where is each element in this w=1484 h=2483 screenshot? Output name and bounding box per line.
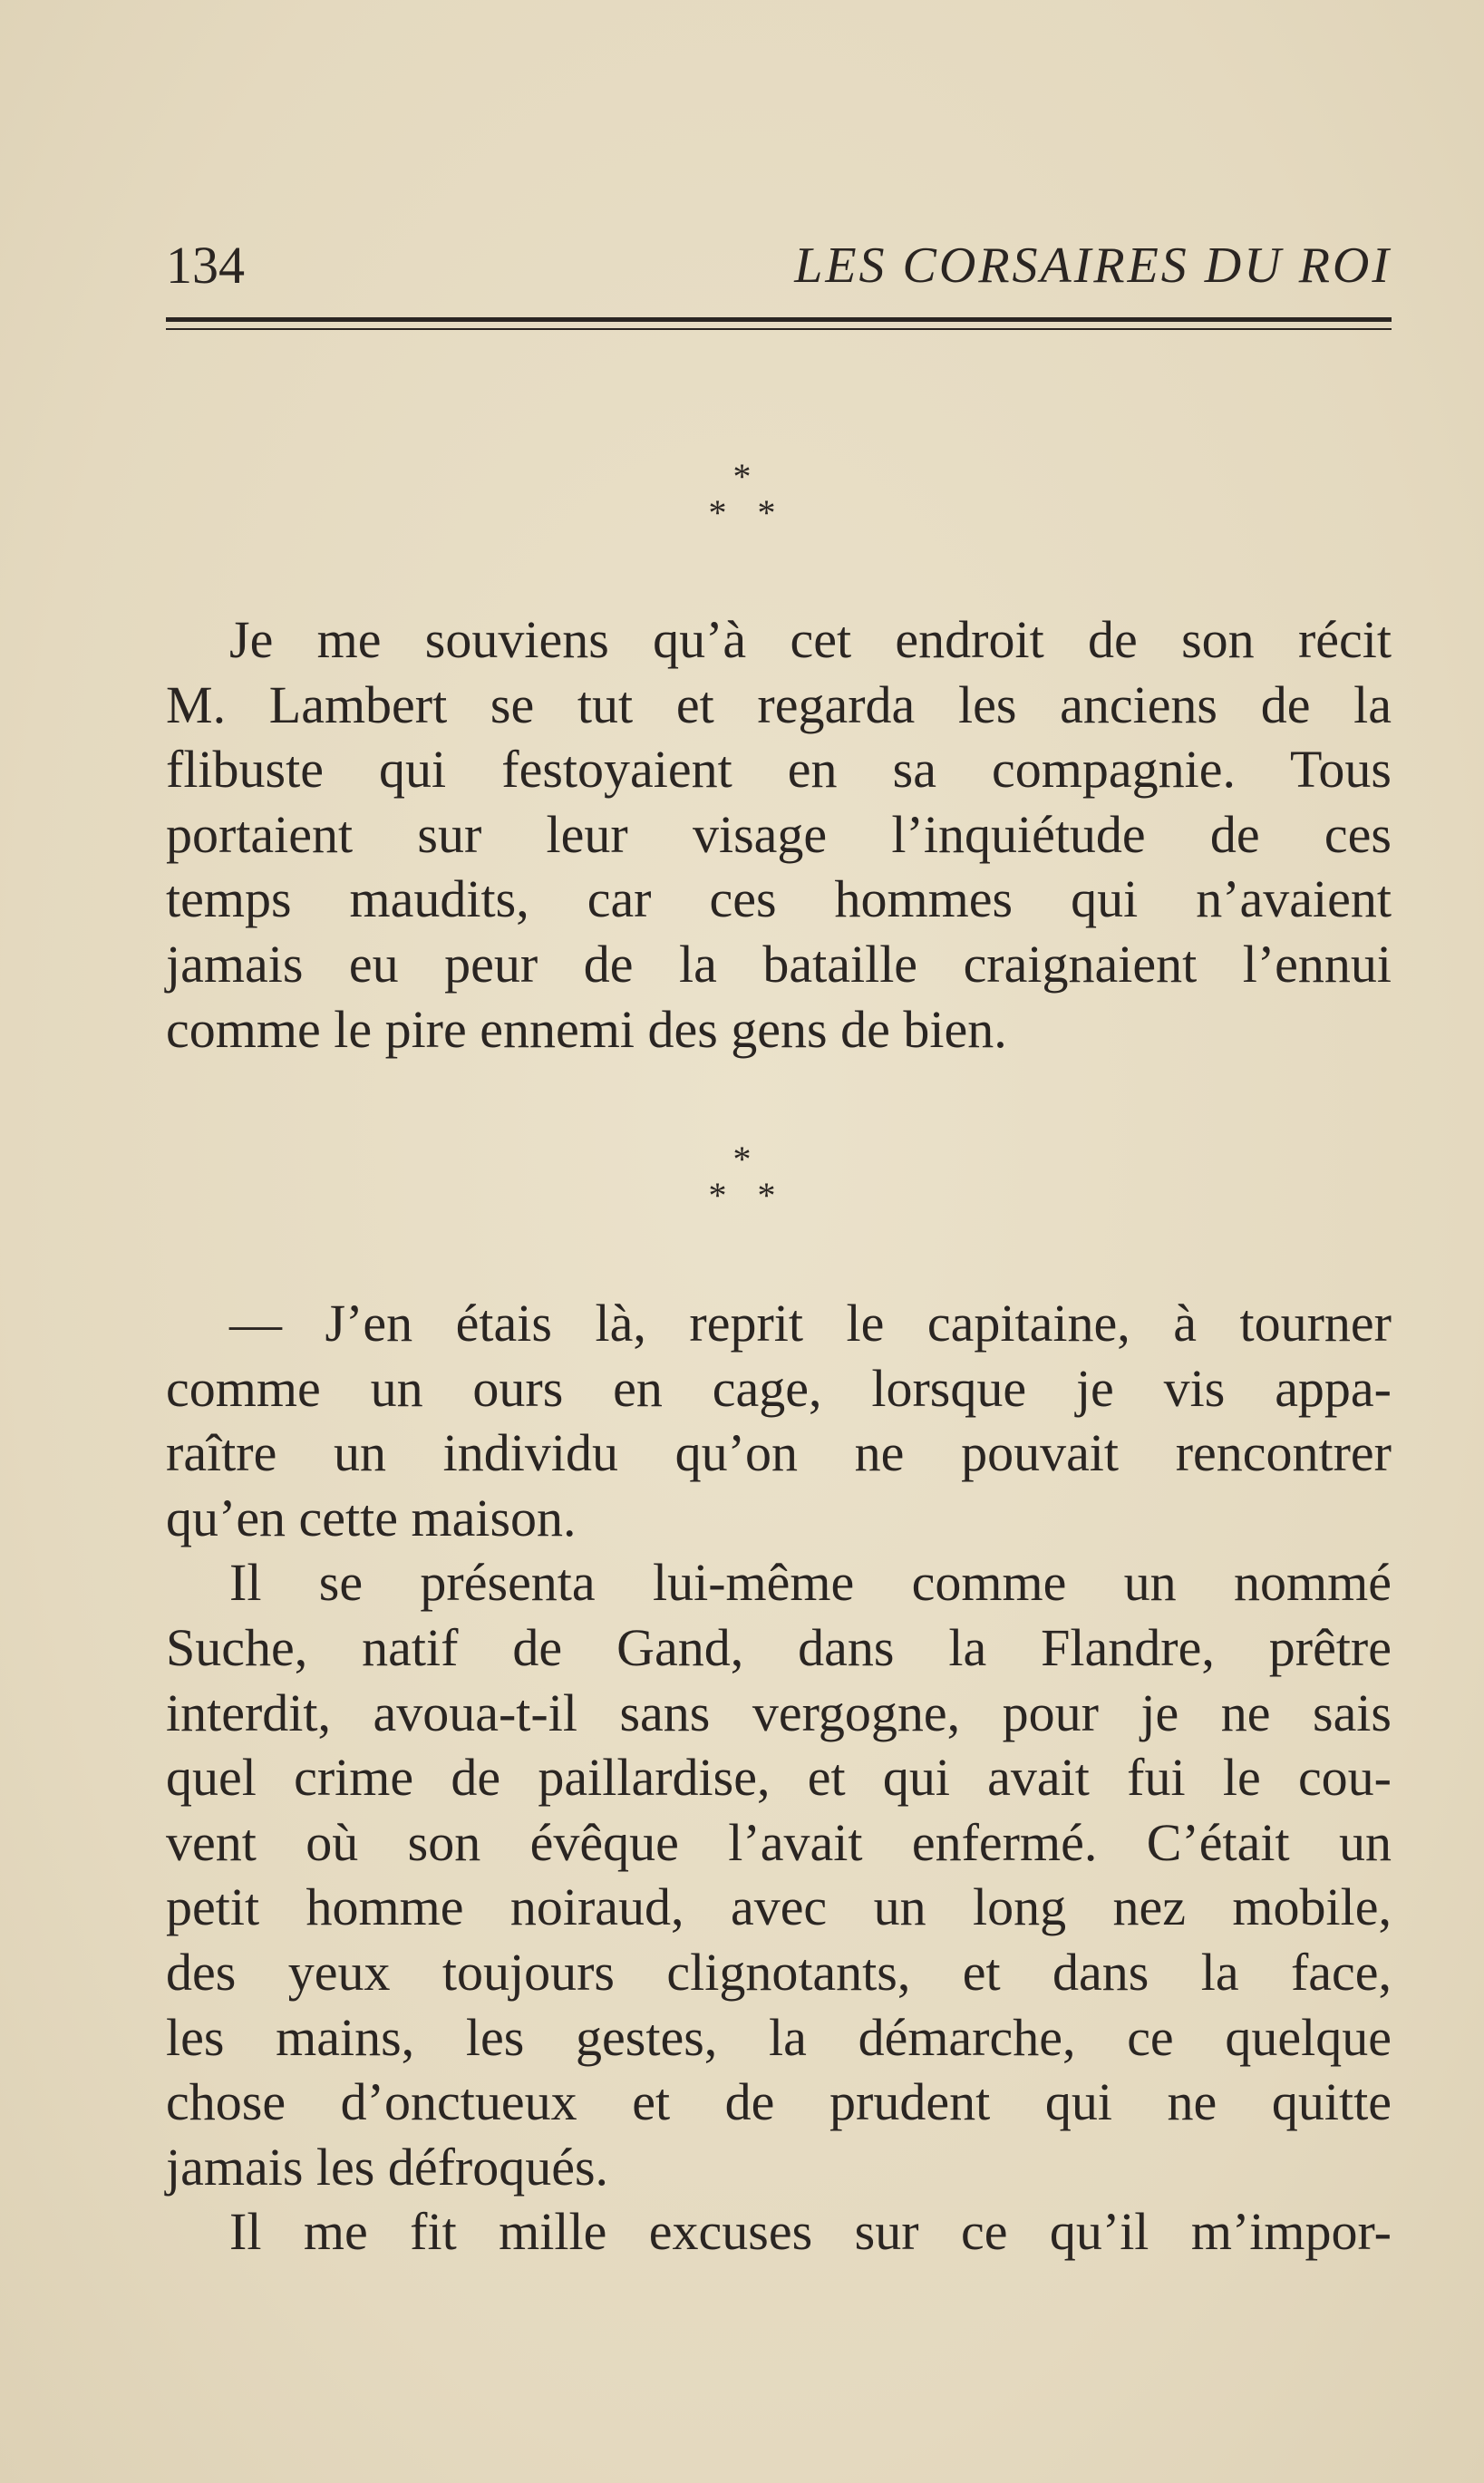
text-line: chose d’onctueux et de prudent qui ne quitte	[166, 2072, 1392, 2132]
header-rule-thin	[166, 328, 1392, 330]
asterism-top-star: *	[732, 456, 752, 497]
text-line: jamais les défroqués.	[166, 2137, 609, 2197]
text-line: les mains, les gestes, la démarche, ce quelque	[166, 2007, 1392, 2067]
asterism-top-star: *	[732, 1139, 752, 1179]
text-line: portaient sur leur visage l’inquiétude de ces	[166, 804, 1392, 864]
asterism-bottom-stars: **	[708, 1175, 807, 1216]
text-line: M. Lambert se tut et regarda les anciens de la	[166, 674, 1392, 734]
text-line: qu’en cette maison.	[166, 1488, 577, 1547]
text-line: Il me fit mille excuses sur ce qu’il m’impor-	[229, 2202, 1392, 2262]
text-line: des yeux toujours clignotants, et dans la face,	[166, 1942, 1392, 2002]
asterism-bottom-stars: **	[708, 492, 807, 533]
text-line: interdit, avoua-t-il sans vergogne, pour je ne sais	[166, 1683, 1392, 1742]
section-asterism	[0, 456, 1484, 540]
text-line: comme un ours en cage, lorsque je vis appa-	[166, 1358, 1392, 1418]
text-line: — J’en étais là, reprit le capitaine, à tourner	[229, 1294, 1392, 1353]
paragraph-narrator	[166, 607, 1392, 1062]
text-line: temps maudits, car ces hommes qui n’avaient	[166, 869, 1392, 929]
section-asterism	[0, 1141, 1484, 1223]
text-line: flibuste qui festoyaient en sa compagnie. Tous	[166, 740, 1392, 800]
text-line: Il se présenta lui-même comme un nommé	[229, 1553, 1392, 1613]
text-line: comme le pire ennemi des gens de bien.	[166, 999, 1007, 1059]
page-number: 134	[166, 236, 245, 295]
text-line: vent où son évêque l’avait enfermé. C’était un	[166, 1812, 1392, 1872]
text-line: petit homme noiraud, avec un long nez mobile,	[166, 1877, 1392, 1937]
text-line: raître un individu qu’on ne pouvait rencontrer	[166, 1423, 1392, 1483]
paragraph-captain	[166, 1291, 1392, 2265]
page-header	[166, 234, 1392, 297]
header-rule-thick	[166, 317, 1392, 322]
text-line: Suche, natif de Gand, dans la Flandre, prêtre	[166, 1617, 1392, 1677]
text-line: jamais eu peur de la bataille craignaient l’ennui	[166, 934, 1392, 994]
text-line: Je me souviens qu’à cet endroit de son récit	[229, 610, 1392, 669]
text-line: quel crime de paillardise, et qui avait fui le cou-	[166, 1748, 1392, 1808]
running-title: LES CORSAIRES DU ROI	[794, 238, 1392, 294]
